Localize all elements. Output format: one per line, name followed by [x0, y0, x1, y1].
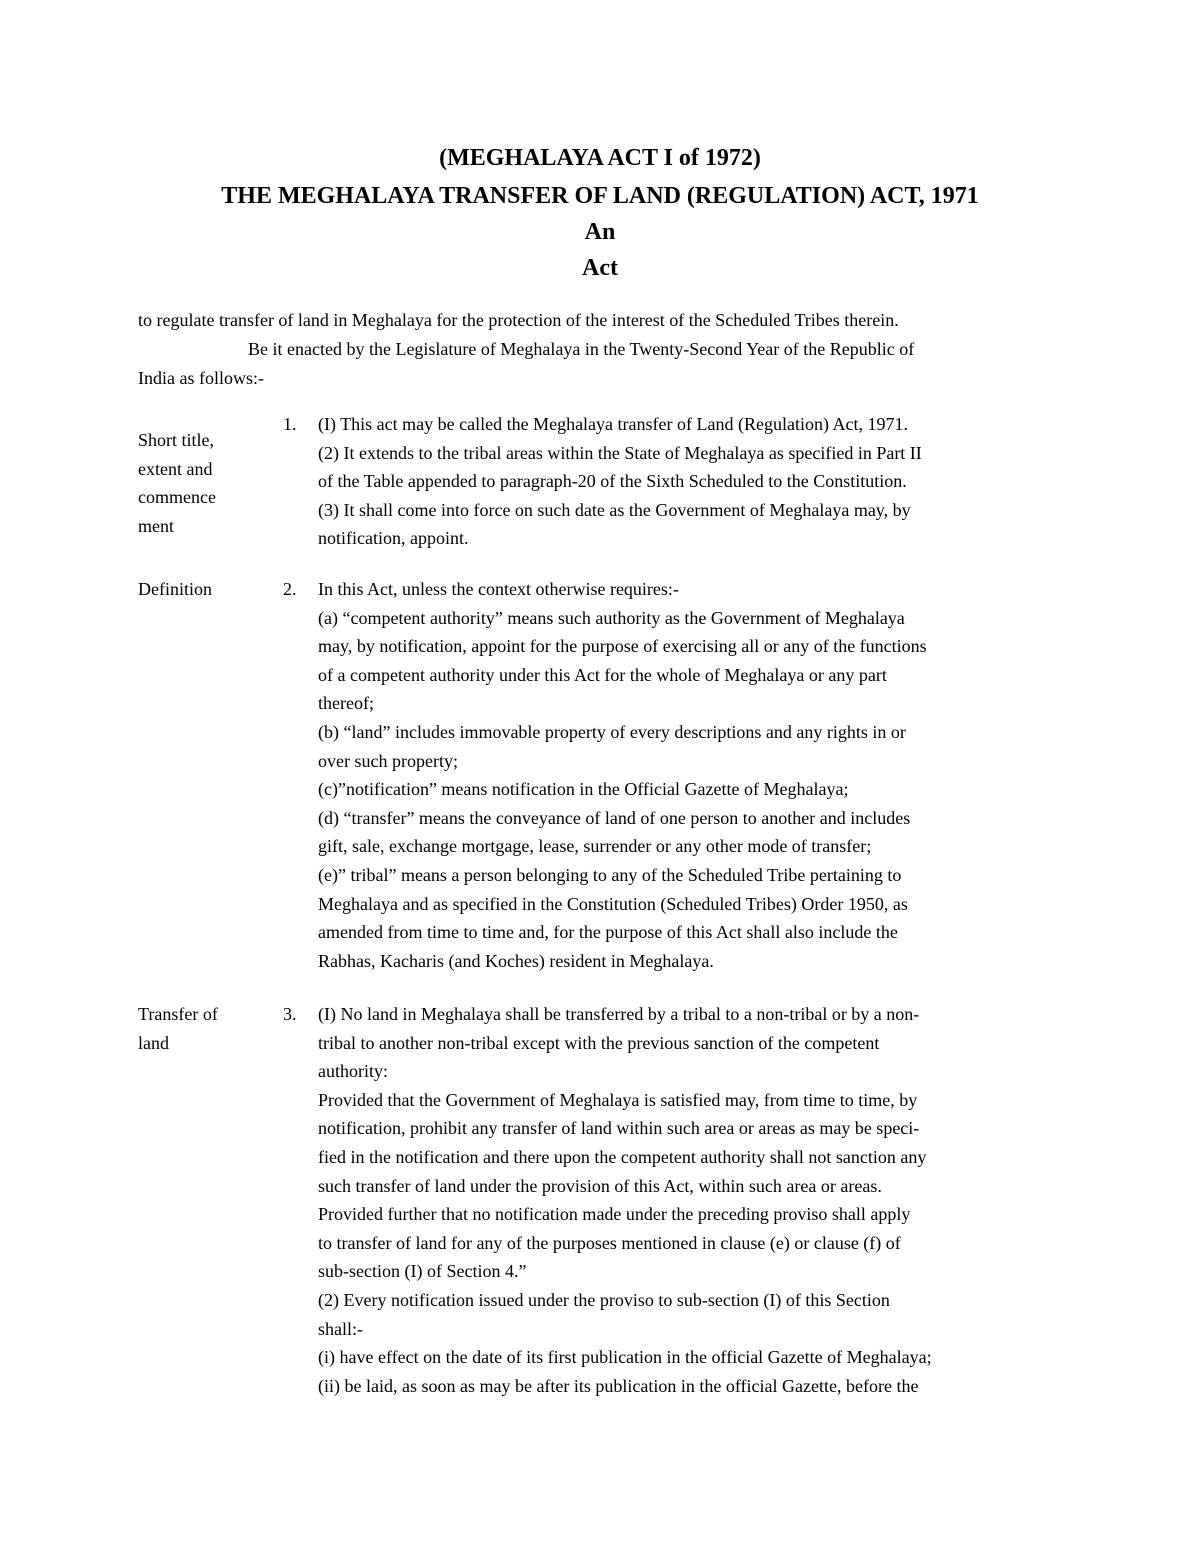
section-line: In this Act, unless the context otherwise requires:-: [318, 579, 679, 599]
side-title-line: ment: [138, 515, 174, 536]
section-line: (I) No land in Meghalaya shall be transferred by a tribal to a non-tribal or by a non-: [318, 1004, 920, 1024]
section-line: over such property;: [318, 750, 458, 771]
side-title-line: Definition: [138, 579, 212, 599]
preamble-purpose: to regulate transfer of land in Meghalaya for the protection of the interest of the Scheduled Tribes therein.: [138, 310, 899, 330]
section-line: thereof;: [318, 693, 374, 714]
section-line: notification, appoint.: [318, 528, 469, 549]
side-title-line: Short title,: [138, 430, 214, 450]
preamble-enacting-line-2: India as follows:-: [138, 368, 264, 388]
section-line: tribal to another non-tribal except with the previous sanction of the competent: [318, 1032, 880, 1053]
section-number: 1.: [283, 414, 297, 434]
section-line: (2) It extends to the tribal areas within the State of Meghalaya as specified in Part II: [318, 442, 922, 463]
an-heading: An: [584, 219, 616, 245]
section-line: (i) have effect on the date of its first publication in the official Gazette of Meghalaya;: [318, 1347, 932, 1368]
section-line: sub-section (I) of Section 4.”: [318, 1261, 527, 1282]
side-title-line: extent and: [138, 458, 213, 479]
section-line: to transfer of land for any of the purposes mentioned in clause (e) or clause (f) of: [318, 1232, 901, 1253]
section-side-title: [138, 1000, 258, 1057]
side-title-line: land: [138, 1032, 169, 1053]
section-line: Meghalaya and as specified in the Constitution (Scheduled Tribes) Order 1950, as: [318, 893, 908, 914]
section-body: [318, 410, 1058, 553]
section-number: 3.: [283, 1004, 297, 1024]
section-body: [318, 1000, 1058, 1400]
section-line: authority:: [318, 1061, 388, 1082]
section-line: Rabhas, Kacharis (and Koches) resident in Meghalaya.: [318, 950, 714, 971]
act-number-heading: (MEGHALAYA ACT I of 1972): [439, 145, 761, 171]
section-line: shall:-: [318, 1318, 363, 1339]
section-line: Provided that the Government of Meghalaya is satisfied may, from time to time, by: [318, 1089, 918, 1110]
section-line: (3) It shall come into force on such date as the Government of Meghalaya may, by: [318, 499, 911, 520]
section-line: gift, sale, exchange mortgage, lease, surrender or any other mode of transfer;: [318, 836, 872, 857]
section-line: Provided further that no notification made under the preceding proviso shall apply: [318, 1204, 911, 1225]
preamble-enacting-line-1: Be it enacted by the Legislature of Meghalaya in the Twenty-Second Year of the Republic of: [248, 339, 915, 359]
section-number: 2.: [283, 579, 297, 599]
side-title-line: commence: [138, 487, 216, 507]
section-line: of the Table appended to paragraph-20 of the Sixth Scheduled to the Constitution.: [318, 471, 907, 492]
section-side-title: [138, 426, 258, 540]
section-line: (a) “competent authority” means such authority as the Government of Meghalaya: [318, 607, 905, 628]
section-line: (d) “transfer” means the conveyance of land of one person to another and includes: [318, 807, 911, 828]
side-title-line: Transfer of: [138, 1004, 218, 1024]
section-line: of a competent authority under this Act for the whole of Meghalaya or any part: [318, 664, 887, 685]
section-line: such transfer of land under the provision of this Act, within such area or areas.: [318, 1175, 882, 1196]
section-line: (2) Every notification issued under the proviso to sub-section (I) of this Section: [318, 1289, 890, 1310]
section-line: (e)” tribal” means a person belonging to any of the Scheduled Tribe pertaining to: [318, 864, 902, 885]
section-line: may, by notification, appoint for the purpose of exercising all or any of the functions: [318, 636, 927, 657]
section-line: notification, prohibit any transfer of land within such area or areas as may be speci-: [318, 1118, 920, 1139]
act-title-heading: THE MEGHALAYA TRANSFER OF LAND (REGULATION) ACT, 1971: [221, 183, 979, 209]
section-line: (I) This act may be called the Meghalaya transfer of Land (Regulation) Act, 1971.: [318, 414, 908, 434]
section-body: [318, 575, 1058, 975]
section-line: (ii) be laid, as soon as may be after its publication in the official Gazette, before the: [318, 1375, 919, 1396]
section-side-title: [138, 575, 258, 604]
section-line: amended from time to time and, for the purpose of this Act shall also include the: [318, 922, 898, 943]
section-line: (c)”notification” means notification in the Official Gazette of Meghalaya;: [318, 779, 849, 800]
section-line: fied in the notification and there upon the competent authority shall not sanction any: [318, 1146, 927, 1167]
section-line: (b) “land” includes immovable property of every descriptions and any rights in or: [318, 721, 906, 742]
act-heading: Act: [582, 255, 618, 281]
